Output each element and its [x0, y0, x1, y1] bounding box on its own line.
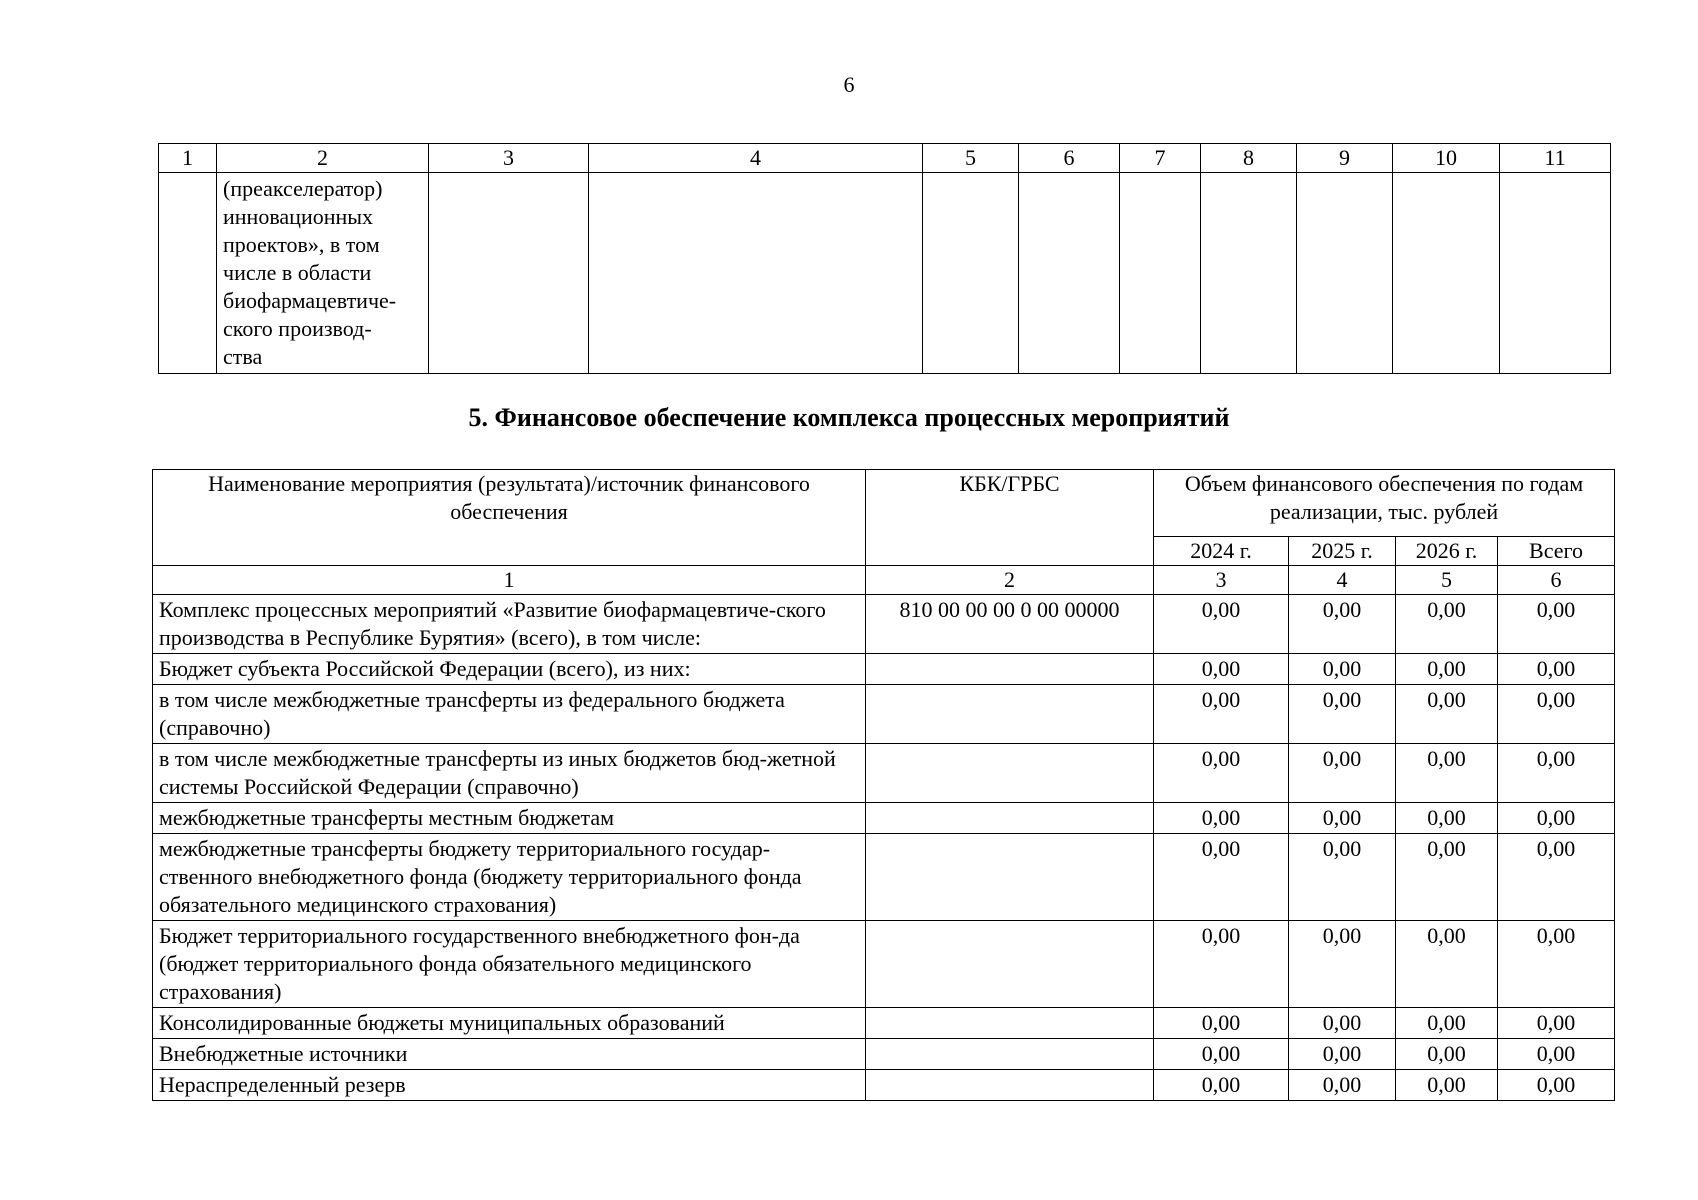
- table-cell: [159, 173, 217, 374]
- column-number: 1: [153, 566, 866, 595]
- value-2026: 0,00: [1396, 1070, 1498, 1101]
- column-number: 2: [217, 144, 429, 173]
- column-number-row: [153, 566, 1615, 595]
- value-2026: 0,00: [1396, 834, 1498, 921]
- text-line: ского производ-: [223, 316, 372, 341]
- text-line: биофармацевтиче-: [223, 288, 397, 313]
- value-2024: 0,00: [1154, 834, 1289, 921]
- section-title: 5. Финансовое обеспечение комплекса процессных мероприятий: [468, 403, 1230, 432]
- column-number-row: [159, 144, 1611, 173]
- row-kbk: 810 00 00 00 0 00 00000: [866, 595, 1154, 654]
- table-row: [153, 921, 1615, 1008]
- value-total: 0,00: [1498, 744, 1615, 803]
- column-number: 3: [1154, 566, 1289, 595]
- row-kbk: [866, 921, 1154, 1008]
- row-kbk: [866, 834, 1154, 921]
- header-row: [153, 470, 1615, 537]
- value-2026: 0,00: [1396, 685, 1498, 744]
- value-2024: 0,00: [1154, 921, 1289, 1008]
- value-2024: 0,00: [1154, 685, 1289, 744]
- row-name: Нераспределенный резерв: [153, 1070, 866, 1101]
- text-line: ства: [223, 344, 263, 369]
- column-number: 9: [1297, 144, 1393, 173]
- value-total: 0,00: [1498, 595, 1615, 654]
- column-number: 5: [1396, 566, 1498, 595]
- column-number: 6: [1498, 566, 1615, 595]
- header-year: 2024 г.: [1154, 537, 1289, 566]
- value-2025: 0,00: [1289, 1070, 1396, 1101]
- value-total: 0,00: [1498, 654, 1615, 685]
- value-2024: 0,00: [1154, 744, 1289, 803]
- value-2026: 0,00: [1396, 1008, 1498, 1039]
- table-cell: [1500, 173, 1611, 374]
- table-row: [153, 654, 1615, 685]
- table-row: [153, 595, 1615, 654]
- header-kbk: КБК/ГРБС: [866, 470, 1154, 566]
- table-row: [153, 685, 1615, 744]
- financing-table: [152, 469, 1615, 1101]
- text-line: числе в области: [223, 260, 372, 285]
- row-name: Внебюджетные источники: [153, 1039, 866, 1070]
- value-2024: 0,00: [1154, 1008, 1289, 1039]
- table-row: [153, 1039, 1615, 1070]
- value-2025: 0,00: [1289, 834, 1396, 921]
- text-line: инновационных: [223, 204, 374, 229]
- row-name: Бюджет субъекта Российской Федерации (всего), из них:: [153, 654, 866, 685]
- table-row: [153, 834, 1615, 921]
- column-number: 6: [1019, 144, 1120, 173]
- value-2025: 0,00: [1289, 803, 1396, 834]
- table-cell: [589, 173, 923, 374]
- column-number: 1: [159, 144, 217, 173]
- value-total: 0,00: [1498, 921, 1615, 1008]
- row-kbk: [866, 654, 1154, 685]
- row-name: Комплекс процессных мероприятий «Развитие биофармацевтиче-ского производства в Республике Бурятия» (всего), в том числе:: [153, 595, 866, 654]
- table-row: [153, 1008, 1615, 1039]
- row-name: в том числе межбюджетные трансферты из иных бюджетов бюд-жетной системы Российской Федерации (справочно): [153, 744, 866, 803]
- value-total: 0,00: [1498, 1008, 1615, 1039]
- value-2026: 0,00: [1396, 803, 1498, 834]
- header-name: Наименование мероприятия (результата)/источник финансового обеспечения: [153, 470, 866, 566]
- value-2024: 0,00: [1154, 1070, 1289, 1101]
- value-2025: 0,00: [1289, 1039, 1396, 1070]
- table-cell: [1393, 173, 1500, 374]
- row-kbk: [866, 803, 1154, 834]
- text-line: проектов», в том: [223, 232, 380, 257]
- value-2026: 0,00: [1396, 921, 1498, 1008]
- table-cell: [429, 173, 589, 374]
- row-kbk: [866, 1008, 1154, 1039]
- row-name: Бюджет территориального государственного внебюджетного фон-да (бюджет территориального фонда обязательного медицинского страхования): [153, 921, 866, 1008]
- row-name: Консолидированные бюджеты муниципальных образований: [153, 1008, 866, 1039]
- page-number: 6: [843, 72, 855, 97]
- row-kbk: [866, 744, 1154, 803]
- column-number: 4: [1289, 566, 1396, 595]
- table-row: [153, 803, 1615, 834]
- value-2026: 0,00: [1396, 744, 1498, 803]
- column-number: 4: [589, 144, 923, 173]
- value-2025: 0,00: [1289, 921, 1396, 1008]
- value-2024: 0,00: [1154, 1039, 1289, 1070]
- value-2026: 0,00: [1396, 654, 1498, 685]
- column-number: 3: [429, 144, 589, 173]
- value-2025: 0,00: [1289, 685, 1396, 744]
- value-2025: 0,00: [1289, 654, 1396, 685]
- column-number: 5: [923, 144, 1019, 173]
- value-2026: 0,00: [1396, 595, 1498, 654]
- column-number: 7: [1120, 144, 1201, 173]
- table-cell: [1201, 173, 1297, 374]
- table-row: [153, 744, 1615, 803]
- value-2025: 0,00: [1289, 1008, 1396, 1039]
- row-kbk: [866, 1039, 1154, 1070]
- value-total: 0,00: [1498, 834, 1615, 921]
- value-2024: 0,00: [1154, 803, 1289, 834]
- column-number: 10: [1393, 144, 1500, 173]
- column-number: 11: [1500, 144, 1611, 173]
- row-kbk: [866, 1070, 1154, 1101]
- header-total: Всего: [1498, 537, 1615, 566]
- continued-table: [158, 143, 1611, 374]
- value-total: 0,00: [1498, 803, 1615, 834]
- row-name: в том числе межбюджетные трансферты из федерального бюджета (справочно): [153, 685, 866, 744]
- value-2025: 0,00: [1289, 744, 1396, 803]
- value-2025: 0,00: [1289, 595, 1396, 654]
- column-number: 8: [1201, 144, 1297, 173]
- value-total: 0,00: [1498, 1070, 1615, 1101]
- row-kbk: [866, 685, 1154, 744]
- table-cell: [1297, 173, 1393, 374]
- row-name: межбюджетные трансферты бюджету территориального государ-ственного внебюджетного фонда (бюджету территориального фонда обязательного медицинского страхования): [153, 834, 866, 921]
- value-total: 0,00: [1498, 685, 1615, 744]
- text-line: (преакселератор): [223, 176, 383, 201]
- table-row: [153, 1070, 1615, 1101]
- value-total: 0,00: [1498, 1039, 1615, 1070]
- table-row: [159, 173, 1611, 374]
- value-2024: 0,00: [1154, 654, 1289, 685]
- value-2026: 0,00: [1396, 1039, 1498, 1070]
- continuation-cell: [217, 173, 429, 374]
- value-2024: 0,00: [1154, 595, 1289, 654]
- header-volume: Объем финансового обеспечения по годам реализации, тыс. рублей: [1154, 470, 1615, 537]
- table-cell: [1120, 173, 1201, 374]
- table-cell: [923, 173, 1019, 374]
- row-name: межбюджетные трансферты местным бюджетам: [153, 803, 866, 834]
- table-cell: [1019, 173, 1120, 374]
- column-number: 2: [866, 566, 1154, 595]
- header-year: 2025 г.: [1289, 537, 1396, 566]
- header-year: 2026 г.: [1396, 537, 1498, 566]
